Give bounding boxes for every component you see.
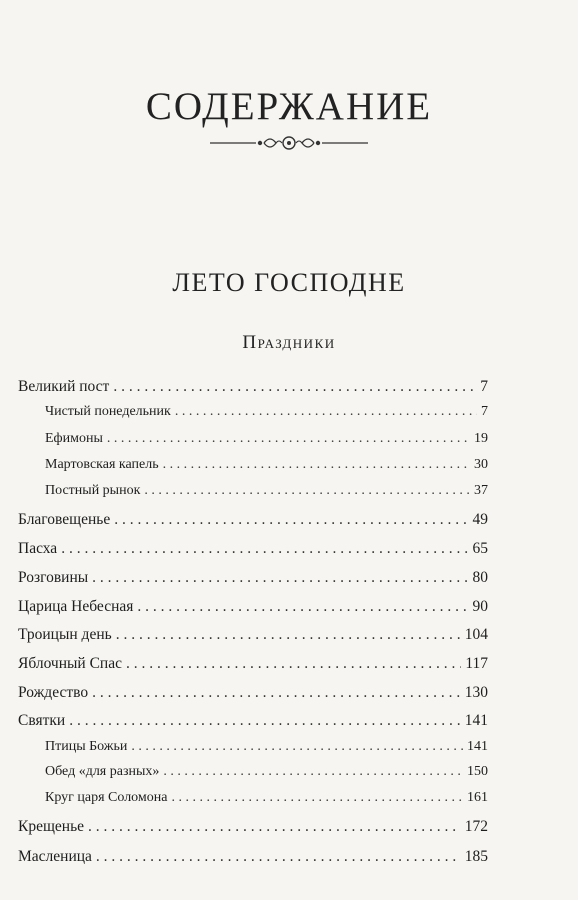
toc-leader-dots: [113, 378, 476, 396]
toc-entry-page: 150: [467, 764, 488, 779]
toc-entry-label: Рождество: [18, 684, 89, 701]
toc-leader-dots: [114, 511, 468, 529]
section-title: ЛЕТО ГОСПОДНЕ: [172, 268, 406, 297]
toc-entry[interactable]: [18, 378, 488, 396]
toc-entry-page: 37: [474, 483, 488, 498]
toc-leader-dots: [88, 818, 461, 836]
toc-entry-label: Крещенье: [18, 818, 85, 835]
toc-entry[interactable]: [18, 598, 488, 616]
toc-leader-dots: [171, 790, 463, 806]
page-title: СОДЕРЖАНИЕ: [145, 85, 433, 128]
toc-entry-page: 172: [464, 818, 488, 835]
toc-entry-label: Троицын день: [18, 626, 112, 643]
toc-entry[interactable]: [18, 511, 488, 529]
toc-leader-dots: [116, 626, 461, 644]
toc-entry-label: Благовещенье: [18, 511, 111, 528]
toc-entry-page: 104: [464, 626, 488, 643]
toc-entry[interactable]: [45, 404, 488, 420]
ornament-divider-icon: [208, 132, 370, 154]
toc-entry[interactable]: [18, 684, 488, 702]
toc-leader-dots: [92, 569, 468, 587]
toc-entry-label: Постный рынок: [45, 483, 141, 498]
toc-entry-page: 7: [481, 404, 488, 419]
toc-entry-page: 19: [474, 431, 488, 446]
toc-entry-label: Ефимоны: [45, 431, 103, 446]
toc-entry-page: 65: [472, 540, 488, 557]
toc-entry-page: 141: [464, 712, 488, 729]
toc-leader-dots: [126, 655, 461, 673]
toc-leader-dots: [96, 848, 461, 866]
toc-entry[interactable]: [45, 431, 488, 447]
toc-entry-page: 141: [467, 739, 488, 754]
toc-entry-page: 161: [467, 790, 488, 805]
toc-entry[interactable]: [18, 540, 488, 558]
toc-leader-dots: [163, 764, 463, 780]
toc-leader-dots: [92, 684, 461, 702]
toc-entry-page: 80: [472, 569, 488, 586]
toc-entry-label: Мартовская капель: [45, 457, 159, 472]
toc-entry[interactable]: [45, 790, 488, 806]
toc-leader-dots: [69, 712, 461, 730]
toc-entry[interactable]: [18, 712, 488, 730]
toc-entry[interactable]: [18, 569, 488, 587]
toc-entry-label: Масленица: [18, 848, 92, 865]
subsection-title: Праздники: [242, 332, 336, 353]
toc-entry-page: 130: [464, 684, 488, 701]
toc-entry-page: 185: [464, 848, 488, 865]
toc-entry-label: Царица Небесная: [18, 598, 134, 615]
toc-entry-page: 30: [474, 457, 488, 472]
toc-leader-dots: [163, 457, 470, 473]
toc-entry[interactable]: [18, 655, 488, 673]
toc-entry-label: Пасха: [18, 540, 58, 557]
toc-leader-dots: [175, 404, 477, 420]
toc-entry-page: 117: [465, 655, 488, 672]
toc-entry-label: Чистый понедельник: [45, 404, 171, 419]
toc-entry-label: Птицы Божьи: [45, 739, 128, 754]
toc-leader-dots: [137, 598, 468, 616]
toc-entry-label: Яблочный Спас: [18, 655, 122, 672]
toc-leader-dots: [131, 739, 463, 755]
toc-leader-dots: [61, 540, 468, 558]
toc-entry-page: 7: [480, 378, 488, 395]
toc-leader-dots: [107, 431, 470, 447]
toc-entry-page: 90: [472, 598, 488, 615]
toc-entry[interactable]: [45, 483, 488, 499]
toc-entry-label: Круг царя Соломона: [45, 790, 168, 805]
toc-leader-dots: [144, 483, 470, 499]
toc-entry[interactable]: [45, 457, 488, 473]
toc-entry-page: 49: [472, 511, 488, 528]
toc-entry[interactable]: [18, 818, 488, 836]
toc-entry[interactable]: [18, 848, 488, 866]
toc-entry-label: Обед «для разных»: [45, 764, 160, 779]
toc-entry-label: Великий пост: [18, 378, 110, 395]
toc-entry[interactable]: [45, 764, 488, 780]
toc-entry[interactable]: [18, 626, 488, 644]
toc-entry-label: Розговины: [18, 569, 89, 586]
toc-entry[interactable]: [45, 739, 488, 755]
toc-entry-label: Святки: [18, 712, 66, 729]
